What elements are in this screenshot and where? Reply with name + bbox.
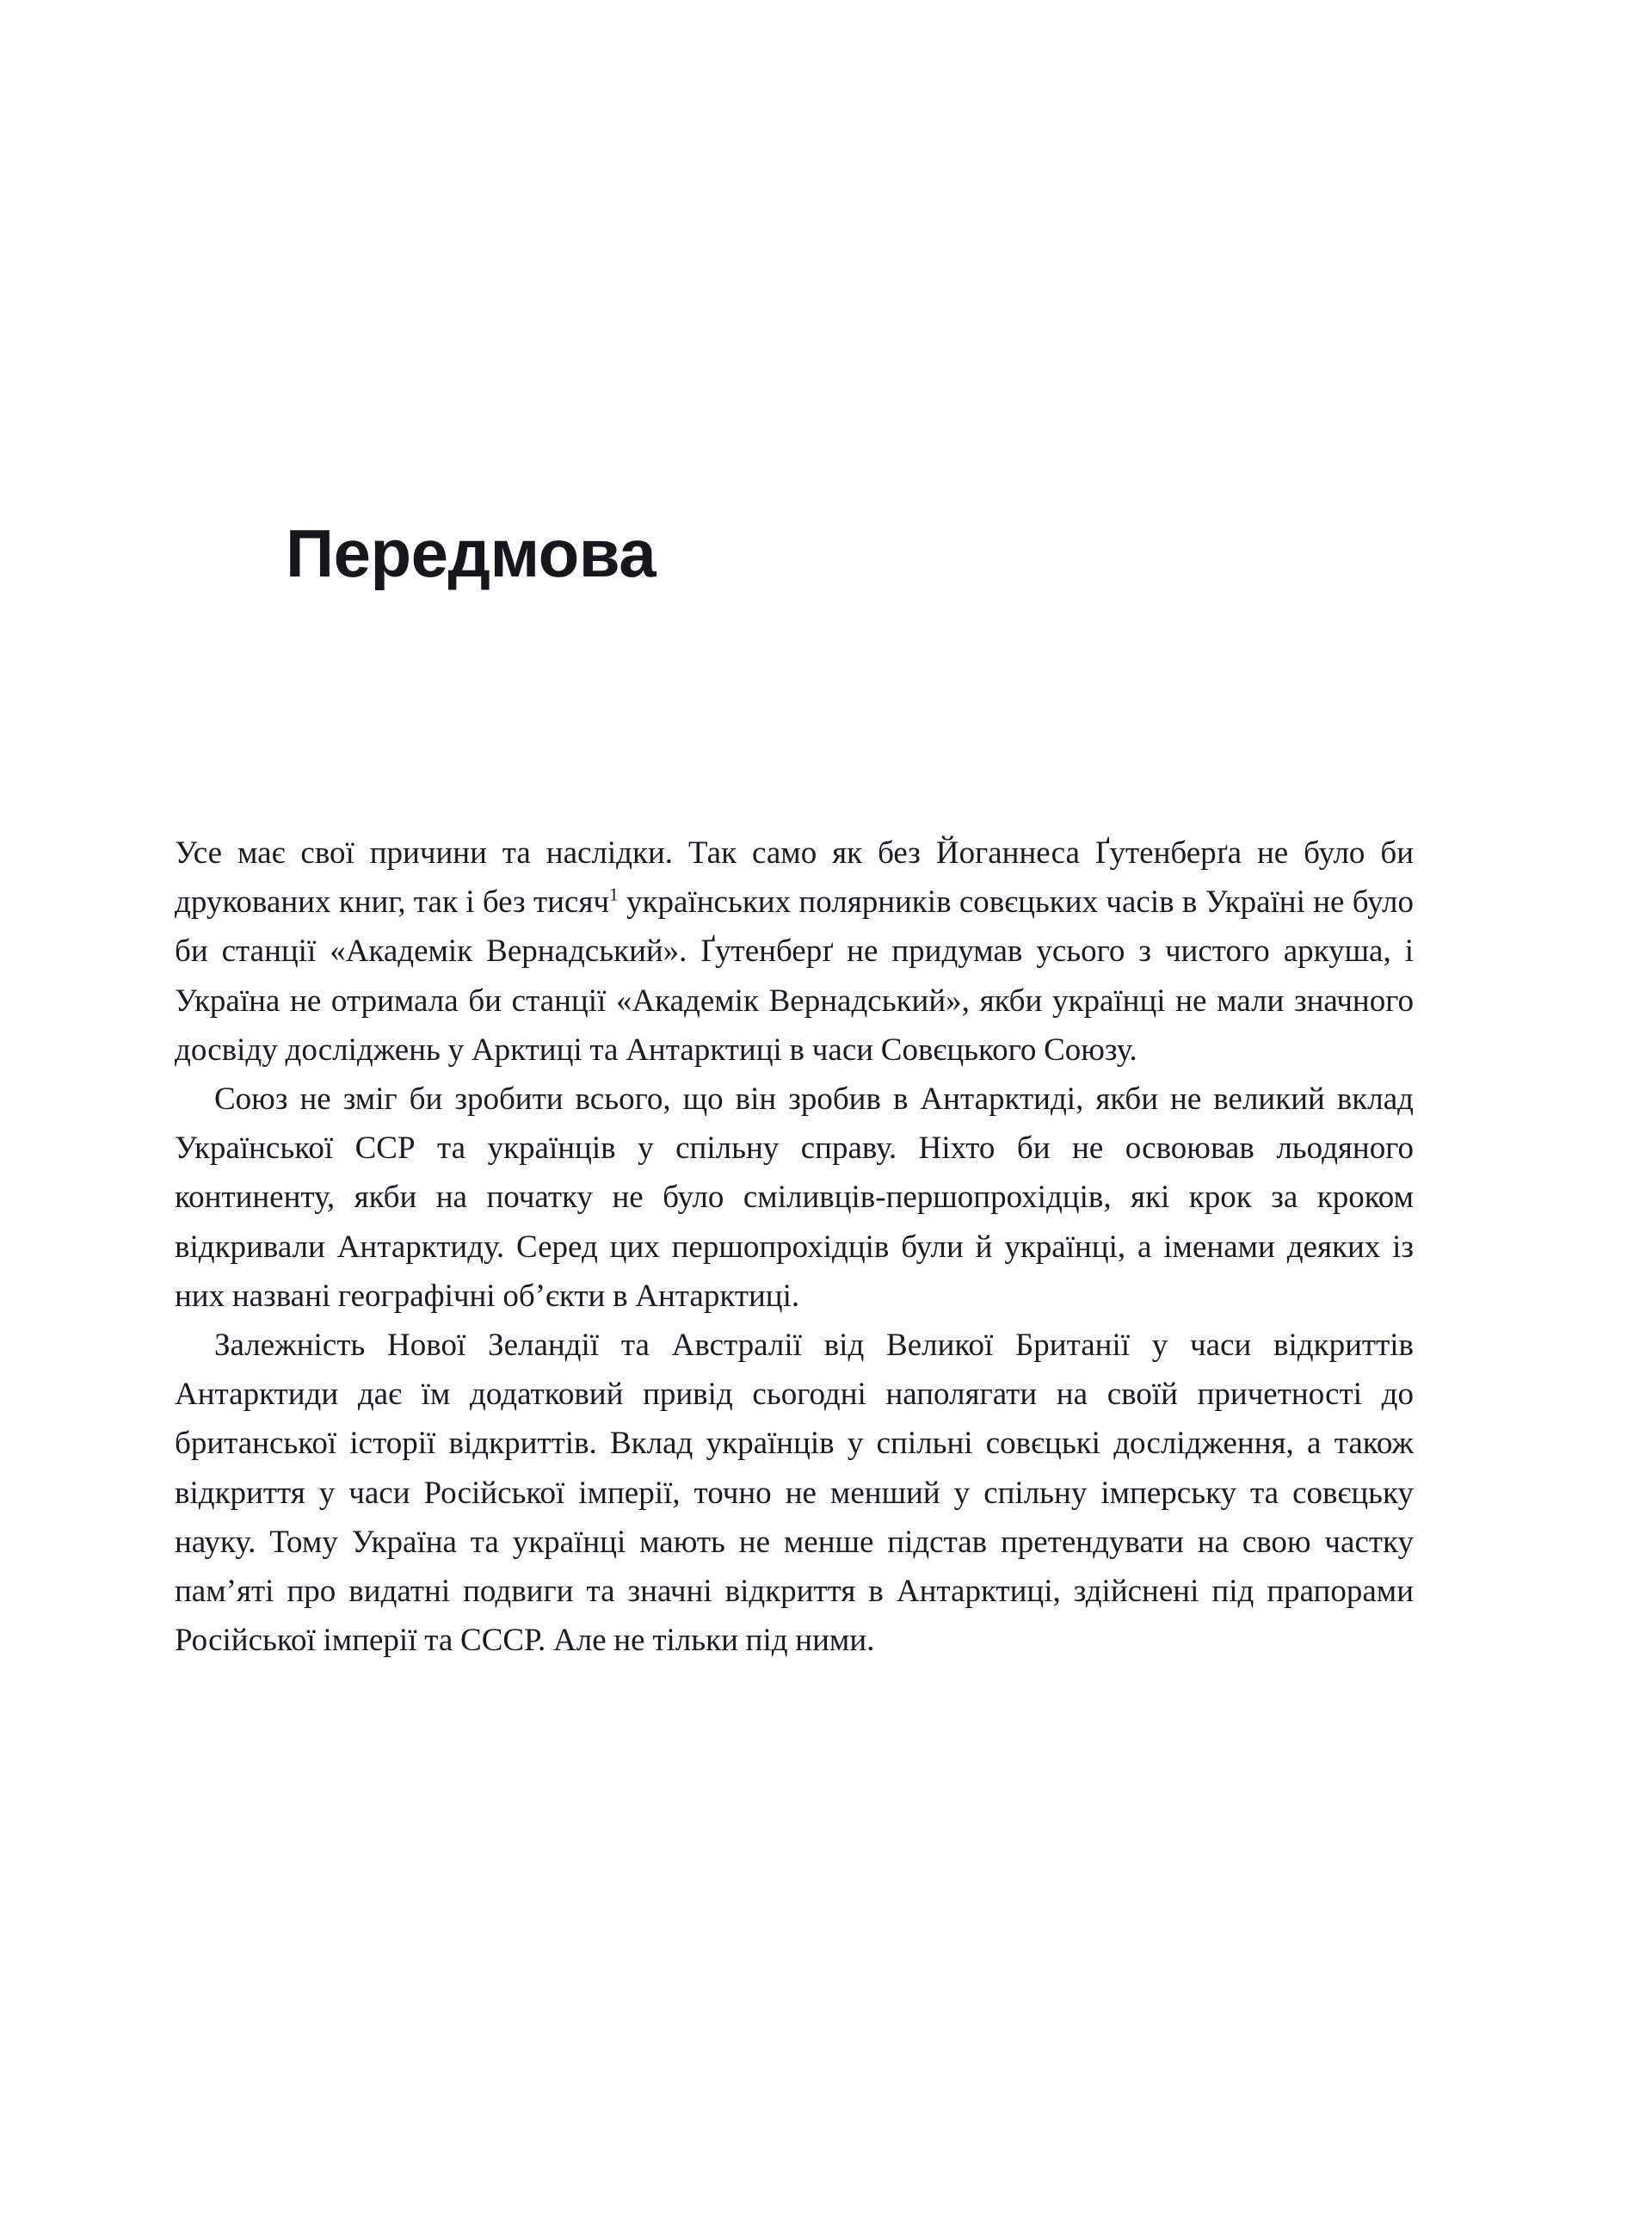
paragraph-1-text-before-footnote: Усе має свої причини та наслідки. Так само як без Йоганнеса Ґутенберґа не було би друкованих книг, так і без тисяч — [175, 835, 1414, 921]
paragraph-3: Залежність Нової Зеландії та Австралії від Великої Британії у часи відкриттів Антарктиди дає їм додатковий привід сьогодні наполягати на своїй причетності до британської історії відкриттів. Вклад українців у спільні совєцькі дослідження, а також відкриття у часи Російської імперії, точно не менший у спільну імперську та совєцьку науку. Тому Україна та українці мають не менше підстав претендувати на свою частку пам’яті про видатні подвиги та значні відкриття в Антарктиці, здійснені під прапорами Російської імперії та СССР. Але не тільки під ними. — [175, 1328, 1414, 1659]
paragraph-1-text-after-footnote: українських полярників совєцьких часів в Україні не було би станції «Академік Вернадський». Ґутенберґ не придумав усього з чистого аркуша, і Україна не отримала би станції «Академік Вернадський», якби українці не мали значного досвіду досліджень у Арктиці та Антарктиці в часи Совєцького Союзу. — [175, 884, 1414, 1068]
page-title: Передмова — [286, 515, 656, 591]
paragraph-1 — [175, 829, 1414, 1075]
footnote-reference-marker[interactable]: 1 — [609, 884, 619, 905]
paragraph-2: Союз не зміг би зробити всього, що він зробив в Антарктиді, якби не великий вклад Української ССР та українців у спільну справу. Ніхто би не освоював льодяного континенту, якби на початку не було сміливців-першопрохідців, які крок за кроком відкривали Антарктиду. Серед цих першопрохідців були й українці, а іменами деяких із них названі географічні об’єкти в Антарктиці. — [175, 1082, 1414, 1314]
body-text-block — [175, 829, 1414, 1665]
